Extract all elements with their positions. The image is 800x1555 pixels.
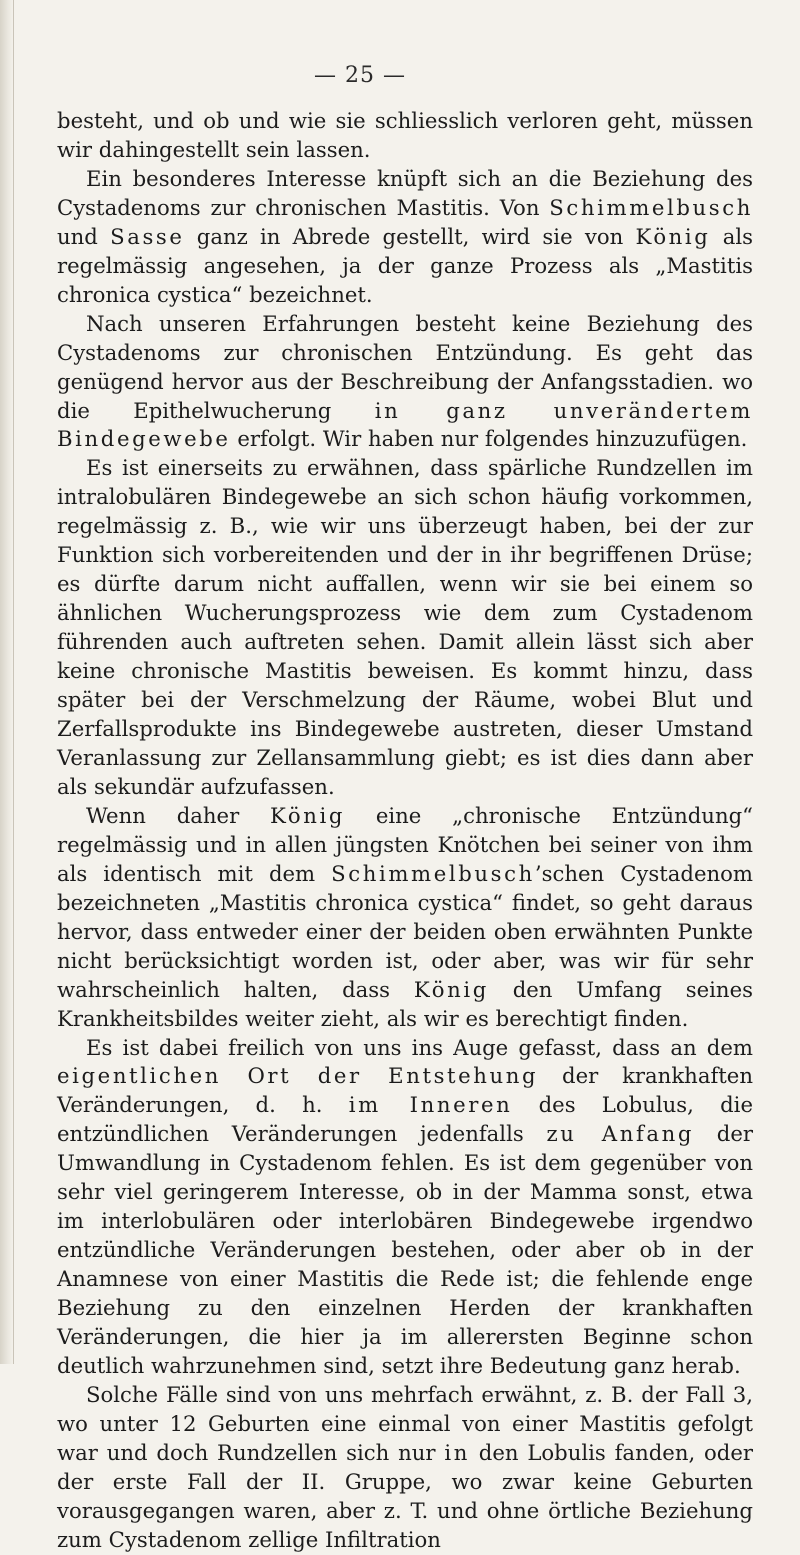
emphasized-text: König — [413, 976, 489, 1002]
paragraph — [57, 454, 753, 801]
text-run: den Umfang seines Krankheitsbildes weiter zieht, als wir es berechtigt finden. — [57, 976, 753, 1031]
text-run: ganz in Abrede gestellt, wird sie von — [184, 223, 636, 249]
emphasized-text: König — [635, 223, 711, 249]
emphasized-text: in — [444, 1439, 470, 1465]
text-run: Es ist einerseits zu erwähnen, dass spärliche Rundzellen im intralobulären Bindegewebe an sich schon häufig vorkommen, regelmässig z. B., wie wir uns überzeugt haben, bei der zur Funktion sich vorbereitenden und der in ihr begriffenen Drüse; es dürfte darum nicht auffallen, wenn wir sie bei einem so ähnlichen Wucherungsprozess wie dem zum Cystadenom führenden auch auftreten sehen. Damit allein lässt sich aber keine chronische Mastitis beweisen. Es kommt hinzu, dass später bei der Verschmelzung der Räume, wobei Blut und Zerfallsprodukte ins Bindegewebe austreten, dieser Umstand Veranlassung zur Zellansammlung giebt; es ist dies dann aber als sekundär aufzufassen. — [57, 455, 753, 799]
paragraph — [57, 107, 753, 165]
text-run: ’schen Cystadenom bezeichneten „Mastitis chronica cystica“ findet, so geht daraus hervor, dass entweder einer der beiden oben erwähnten Punkte nicht berücksichtigt worden ist, oder aber, was wir für sehr wahrscheinlich halten, dass — [57, 860, 753, 1002]
text-run: des Lobulus, die entzündlichen Veränderungen jedenfalls — [57, 1092, 753, 1147]
text-run: als regelmässig angesehen, ja der ganze Prozess als „Mastitis chronica cystica“ bezeichnet. — [57, 223, 753, 307]
body-text — [57, 107, 753, 1555]
page-binding-line — [13, 0, 14, 1364]
paragraph — [57, 165, 753, 310]
paragraph — [57, 1034, 753, 1381]
paragraph — [57, 802, 753, 1034]
text-run: und — [57, 223, 111, 249]
paragraph — [57, 310, 753, 455]
text-run: eine „chronische Entzündung“ regelmässig und in allen jüngsten Knötchen bei seiner von ihm als identisch mit dem — [57, 802, 753, 886]
text-run: Solche Fälle sind von uns mehrfach erwähnt, z. B. der Fall 3, wo unter 12 Geburten eine einmal von einer Mastitis gefolgt war und doch Rundzellen sich nur — [57, 1381, 753, 1465]
text-run: der krankhaften Veränderungen, d. h. — [57, 1063, 753, 1118]
text-run: Wenn daher — [86, 802, 271, 828]
text-run: Nach unseren Erfahrungen besteht keine Beziehung des Cystadenoms zur chronischen Entzündung. Es geht das genügend hervor aus der Beschreibung der Anfangsstadien. wo die Epithelwucherung — [57, 310, 753, 423]
emphasized-text: zu Anfang — [546, 1121, 695, 1147]
paragraph — [57, 1381, 753, 1555]
emphasized-text: eigentlichen Ort der Entstehung — [57, 1063, 539, 1089]
text-run: der Umwandlung in Cystadenom fehlen. Es ist dem gegenüber von sehr viel geringerem Interesse, ob in der Mamma sonst, etwa im interlobulären oder interlobären Bindegewebe irgendwo entzündliche Veränderungen bestehen, oder aber ob in der Anamnese von einer Mastitis die Rede ist; die fehlende enge Beziehung zu den einzelnen Herden der krankhaften Veränderungen, die hier ja im allerersten Beginne schon deutlich wahrzunehmen sind, setzt ihre Bedeutung ganz herab. — [57, 1121, 754, 1378]
text-run: den Lobulis fanden, oder der erste Fall der II. Gruppe, wo zwar keine Geburten vorausgegangen waren, aber z. T. und ohne örtliche Beziehung zum Cystadenom zellige Infiltration — [57, 1439, 753, 1552]
emphasized-text: Schimmelbusch — [549, 194, 753, 220]
text-run: Ein besonderes Interesse knüpft sich an die Beziehung des Cystadenoms zur chronischen Mastitis. Von — [57, 165, 753, 220]
emphasized-text: im Inneren — [348, 1092, 513, 1118]
text-run: erfolgt. Wir haben nur folgendes hinzuzufügen. — [230, 426, 748, 452]
page-number: — 25 — — [314, 63, 406, 88]
emphasized-text: Schimmelbusch — [331, 860, 535, 886]
page-binding-edge — [0, 0, 14, 1364]
text-run: Es ist dabei freilich von uns ins Auge gefasst, dass an dem — [86, 1034, 753, 1060]
emphasized-text: König — [270, 802, 346, 828]
text-run: besteht, und ob und wie sie schliesslich verloren geht, müssen wir dahingestellt sein lassen. — [57, 108, 753, 162]
emphasized-text: Sasse — [110, 223, 185, 249]
emphasized-text: in ganz unverändertem Bindegewebe — [57, 397, 753, 452]
